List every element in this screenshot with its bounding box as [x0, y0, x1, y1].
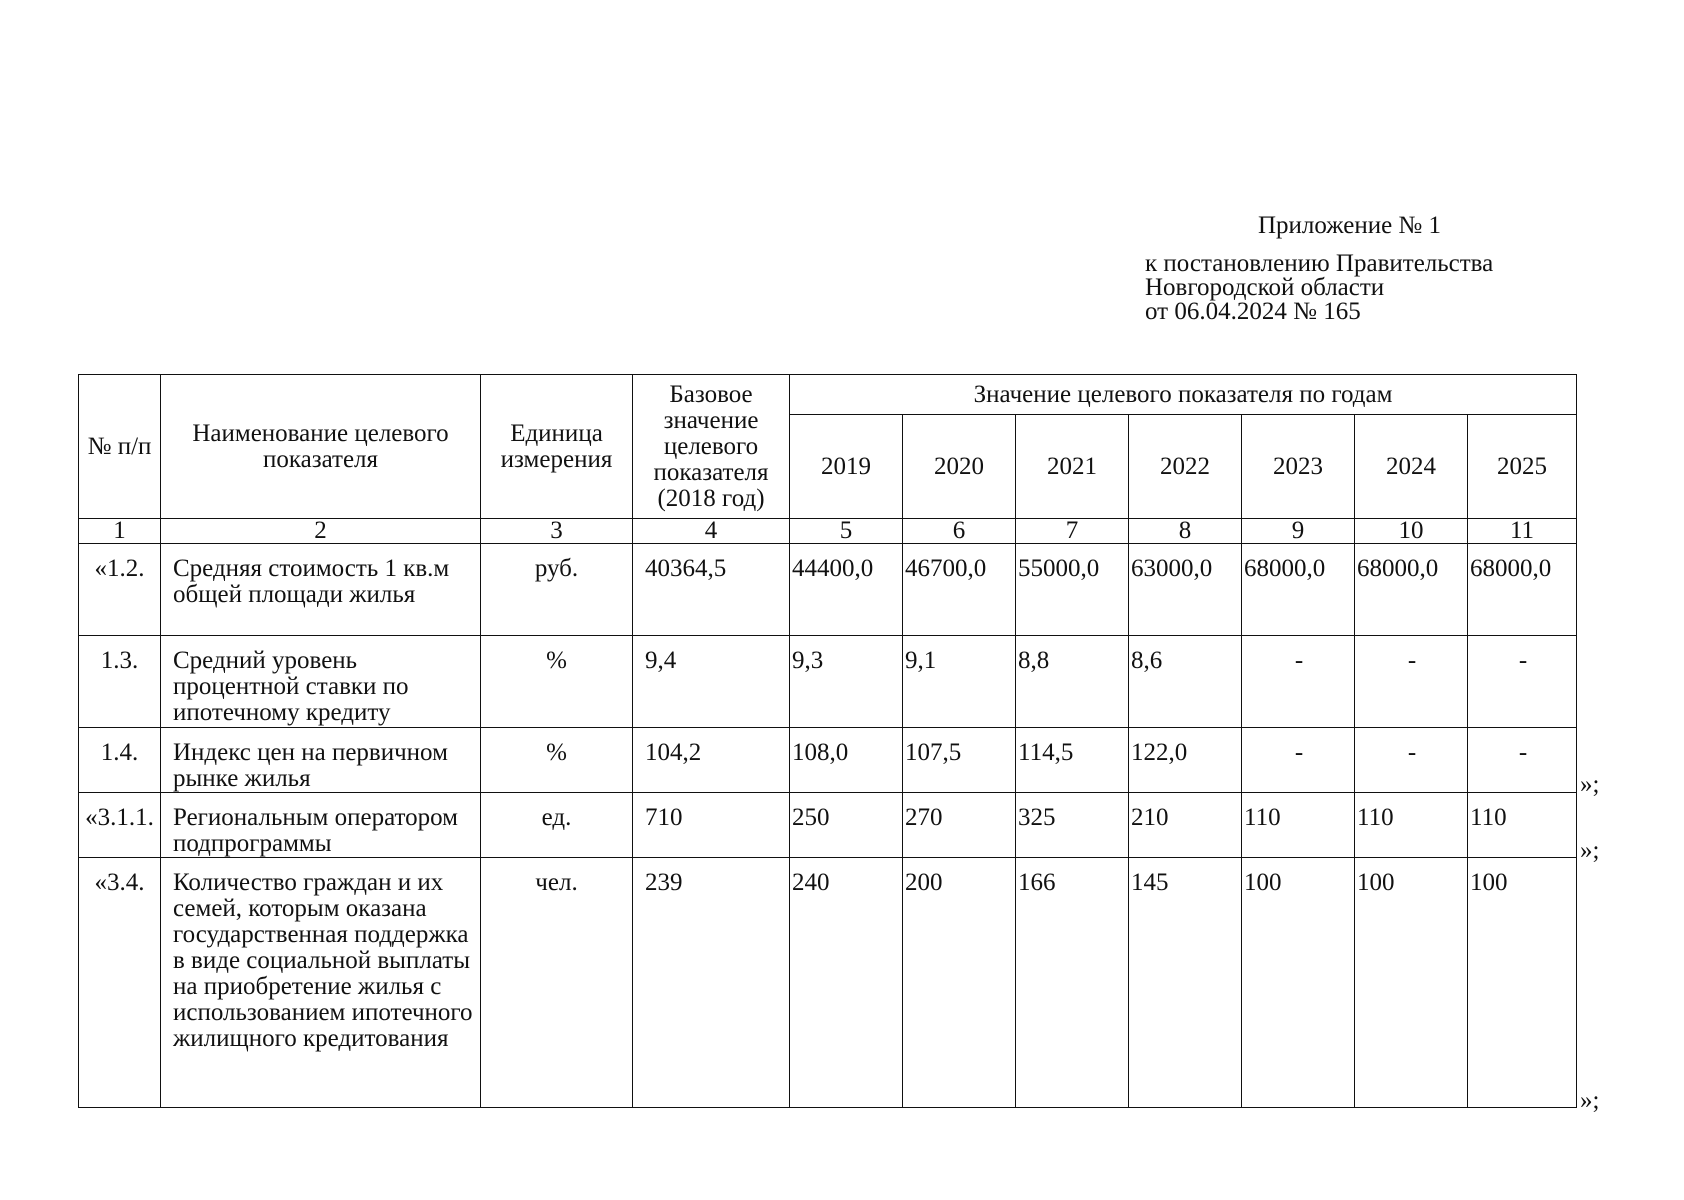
header-year: 2019: [790, 415, 903, 519]
year-value: 100: [1242, 858, 1355, 1108]
header-year: 2025: [1468, 415, 1577, 519]
header-year: 2023: [1242, 415, 1355, 519]
year-value: 100: [1468, 858, 1577, 1108]
year-value: -: [1355, 728, 1468, 793]
base-value: 9,4: [633, 636, 790, 728]
year-value: 110: [1468, 793, 1577, 858]
year-value: 166: [1016, 858, 1129, 1108]
year-value: -: [1242, 728, 1355, 793]
row-number: «3.1.1.: [79, 793, 161, 858]
column-number: 1: [79, 519, 161, 544]
year-value: 240: [790, 858, 903, 1108]
year-value: 9,3: [790, 636, 903, 728]
year-value: 110: [1242, 793, 1355, 858]
base-value: 239: [633, 858, 790, 1108]
year-value: 270: [903, 793, 1016, 858]
table-row: [79, 728, 1577, 793]
header-year: 2021: [1016, 415, 1129, 519]
year-value: 8,8: [1016, 636, 1129, 728]
header-by-years: Значение целевого показателя по годам: [790, 375, 1577, 415]
header-unit: Единица измерения: [481, 375, 633, 519]
column-numbers-row: [79, 519, 1577, 544]
table-row: [79, 636, 1577, 728]
year-value: 100: [1355, 858, 1468, 1108]
column-number: 3: [481, 519, 633, 544]
indicator-name: Средний уровень процентной ставки по ипотечному кредиту: [161, 636, 481, 728]
indicator-name: Индекс цен на первичном рынке жилья: [161, 728, 481, 793]
year-value: 110: [1355, 793, 1468, 858]
indicator-name: Средняя стоимость 1 кв.м общей площади жилья: [161, 544, 481, 636]
header-year: 2022: [1129, 415, 1242, 519]
indicator-unit: чел.: [481, 858, 633, 1108]
column-number: 9: [1242, 519, 1355, 544]
year-value: 107,5: [903, 728, 1016, 793]
header-year: 2024: [1355, 415, 1468, 519]
indicator-unit: ед.: [481, 793, 633, 858]
column-number: 10: [1355, 519, 1468, 544]
year-value: 200: [903, 858, 1016, 1108]
column-number: 5: [790, 519, 903, 544]
table-row: [79, 793, 1577, 858]
year-value: 68000,0: [1468, 544, 1577, 636]
indicators-table: [78, 374, 1577, 1108]
year-value: 55000,0: [1016, 544, 1129, 636]
year-value: 145: [1129, 858, 1242, 1108]
year-value: 68000,0: [1242, 544, 1355, 636]
year-value: 9,1: [903, 636, 1016, 728]
row-number: «1.2.: [79, 544, 161, 636]
base-value: 710: [633, 793, 790, 858]
header-name: Наименование целевого показателя: [161, 375, 481, 519]
column-number: 4: [633, 519, 790, 544]
column-number: 8: [1129, 519, 1242, 544]
table-row: [79, 858, 1577, 1108]
year-value: 210: [1129, 793, 1242, 858]
header-year: 2020: [903, 415, 1016, 519]
year-value: 8,6: [1129, 636, 1242, 728]
row-closing-quote: »;: [1580, 771, 1600, 798]
year-value: -: [1355, 636, 1468, 728]
annex-block: [1145, 213, 1493, 324]
base-value: 40364,5: [633, 544, 790, 636]
header-num: № п/п: [79, 375, 161, 519]
annex-title: Приложение № 1: [1258, 212, 1442, 239]
indicator-unit: %: [481, 728, 633, 793]
column-number: 6: [903, 519, 1016, 544]
row-number: «3.4.: [79, 858, 161, 1108]
row-number: 1.4.: [79, 728, 161, 793]
year-value: -: [1468, 728, 1577, 793]
indicator-name: Региональным оператором подпрограммы: [161, 793, 481, 858]
base-value: 104,2: [633, 728, 790, 793]
year-value: -: [1468, 636, 1577, 728]
annex-line-1: к постановлению Правительства: [1145, 250, 1494, 277]
year-value: 44400,0: [790, 544, 903, 636]
year-value: 122,0: [1129, 728, 1242, 793]
year-value: 114,5: [1016, 728, 1129, 793]
header-base: Базовое значение целевого показателя (2018 год): [633, 375, 790, 519]
column-number: 2: [161, 519, 481, 544]
year-value: 325: [1016, 793, 1129, 858]
indicator-unit: руб.: [481, 544, 633, 636]
row-closing-quote: »;: [1580, 1087, 1600, 1114]
row-number: 1.3.: [79, 636, 161, 728]
year-value: 63000,0: [1129, 544, 1242, 636]
annex-line-3: от 06.04.2024 № 165: [1145, 298, 1361, 325]
year-value: 46700,0: [903, 544, 1016, 636]
year-value: 250: [790, 793, 903, 858]
indicator-name: Количество граждан и их семей, которым оказана государственная поддержка в виде социальной выплаты на приобретение жилья с использованием ипотечного жилищного кредитования: [161, 858, 481, 1108]
year-value: -: [1242, 636, 1355, 728]
row-closing-quote: »;: [1580, 837, 1600, 864]
annex-line-2: Новгородской области: [1145, 274, 1385, 301]
year-value: 108,0: [790, 728, 903, 793]
year-value: 68000,0: [1355, 544, 1468, 636]
indicator-unit: %: [481, 636, 633, 728]
column-number: 7: [1016, 519, 1129, 544]
table-row: [79, 544, 1577, 636]
column-number: 11: [1468, 519, 1577, 544]
